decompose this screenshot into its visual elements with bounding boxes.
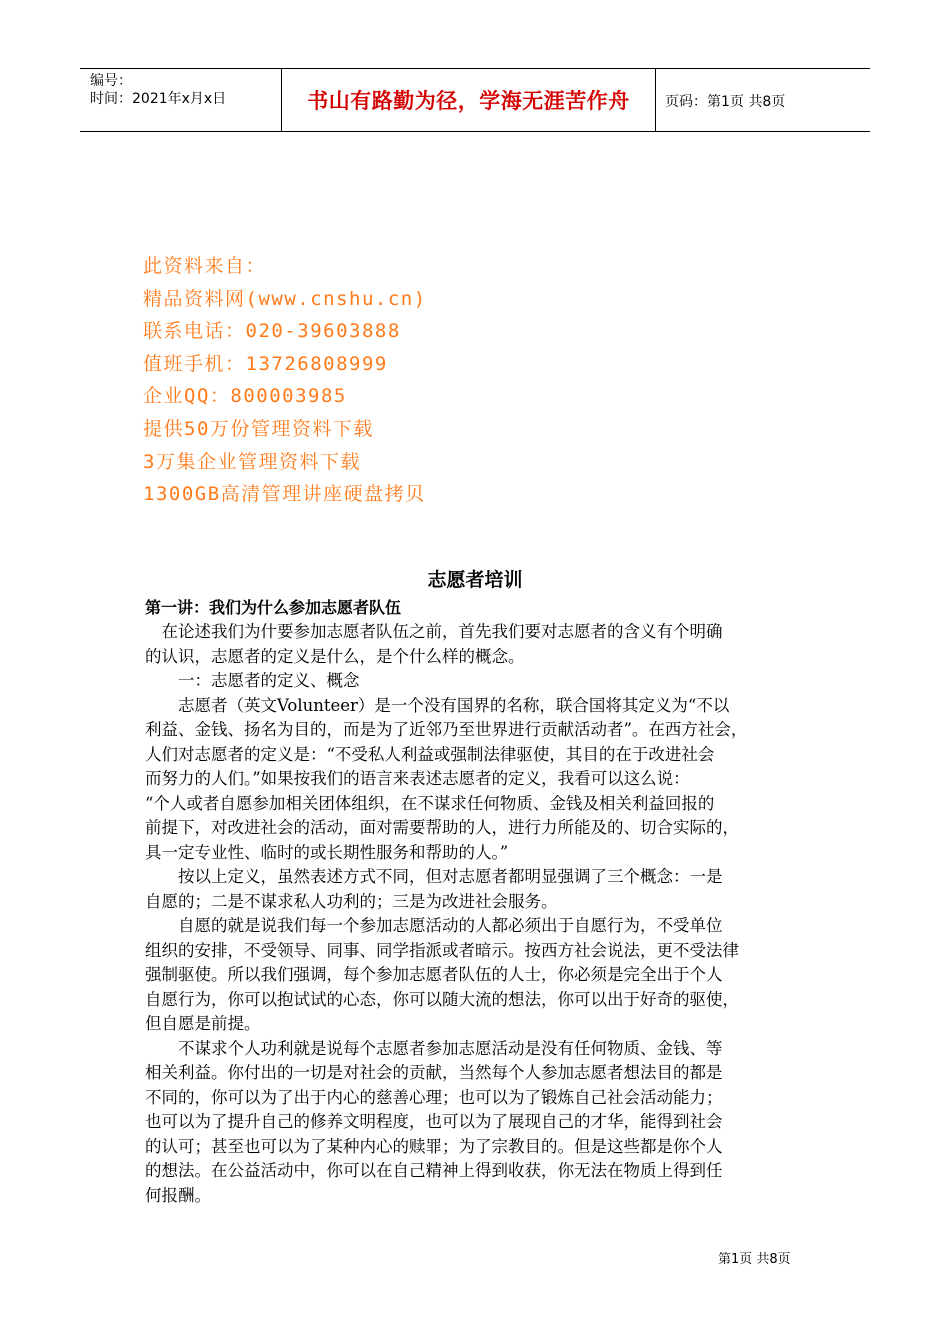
body-line: 的认识，志愿者的定义是什么，是个什么样的概念。 xyxy=(145,646,525,666)
page-footer: 第1页 共8页 xyxy=(718,1252,791,1267)
body-line: 但自愿是前提。 xyxy=(145,1014,261,1033)
time-label: 时间：2021年x月x日 xyxy=(90,91,227,107)
page-header xyxy=(80,68,870,132)
body-line: 志愿者（英文Volunteer）是一个没有国界的名称，联合国将其定义为“不以 xyxy=(145,695,730,715)
document-title: 志愿者培训 xyxy=(427,569,523,591)
source-line: 此资料来自： xyxy=(143,255,267,277)
body-line: 相关利益。你付出的一切是对社会的贡献，当然每个人参加志愿者想法目的都是 xyxy=(145,1063,723,1082)
source-line: 值班手机：13726808999 xyxy=(143,352,388,375)
header-page-info: 页码：第1页 共8页 xyxy=(665,94,786,110)
body-line: 组织的安排，不受领导、同事、同学指派或者暗示。按西方社会说法，更不受法律 xyxy=(145,940,739,960)
body-line: 不同的，你可以为了出于内心的慈善心理；也可以为了锻炼自己社会活动能力； xyxy=(145,1087,723,1107)
body-line: 也可以为了提升自己的修养文明程度，也可以为了展现自己的才华，能得到社会 xyxy=(145,1112,723,1131)
source-info-block xyxy=(143,250,427,511)
body-line: 人们对志愿者的定义是：“不受私人利益或强制法律驱使，其目的在于改进社会 xyxy=(145,744,715,764)
source-line: 3万集企业管理资料下载 xyxy=(143,450,361,473)
source-line: 企业QQ：800003985 xyxy=(143,385,347,408)
body-line: 自愿的；二是不谋求私人功利的；三是为改进社会服务。 xyxy=(145,891,558,911)
body-line: 自愿的就是说我们每一个参加志愿活动的人都必须出于自愿行为，不受单位 xyxy=(145,916,723,935)
body-line: 利益、金钱、扬名为目的，而是为了近邻乃至世界进行贡献活动者”。在西方社会， xyxy=(145,720,748,739)
body-line: 而努力的人们。”如果按我们的语言来表述志愿者的定义，我看可以这么说： xyxy=(145,769,690,788)
header-meta xyxy=(90,72,280,108)
header-motto: 书山有路勤为径，学海无涯苦作舟 xyxy=(281,69,656,131)
body-line: 前提下，对改进社会的活动，面对需要帮助的人，进行力所能及的、切合实际的， xyxy=(145,818,739,837)
body-line: 的认可；甚至也可以为了某种内心的赎罪；为了宗教目的。但是这些都是你个人 xyxy=(145,1136,723,1156)
body-line: 自愿行为，你可以抱试试的心态，你可以随大流的想法，你可以出于好奇的驱使， xyxy=(145,989,739,1009)
number-label: 编号： xyxy=(90,73,132,89)
document-body xyxy=(145,620,815,1208)
body-line: 强制驱使。所以我们强调，每个参加志愿者队伍的人士，你必须是完全出于个人 xyxy=(145,965,723,984)
source-line: 提供50万份管理资料下载 xyxy=(143,417,374,440)
body-line: 按以上定义，虽然表述方式不同，但对志愿者都明显强调了三个概念：一是 xyxy=(145,867,723,886)
lecture-title: 第一讲：我们为什么参加志愿者队伍 xyxy=(145,598,402,617)
body-line: 的想法。在公益活动中，你可以在自己精神上得到收获，你无法在物质上得到任 xyxy=(145,1161,723,1180)
source-line: 联系电话：020-39603888 xyxy=(143,320,401,343)
body-line: 在论述我们为什要参加志愿者队伍之前，首先我们要对志愿者的含义有个明确 xyxy=(145,622,723,641)
body-line: 一：志愿者的定义、概念 xyxy=(145,671,360,690)
body-line: 不谋求个人功利就是说每个志愿者参加志愿活动是没有任何物质、金钱、等 xyxy=(145,1038,723,1058)
body-line: “个人或者自愿参加相关团体组织，在不谋求任何物质、金钱及相关利益回报的 xyxy=(145,793,715,813)
source-line: 精品资料网(www.cnshu.cn) xyxy=(143,287,427,310)
body-line: 具一定专业性、临时的或长期性服务和帮助的人。” xyxy=(145,842,509,862)
body-line: 何报酬。 xyxy=(145,1185,211,1205)
source-line: 1300GB高清管理讲座硬盘拷贝 xyxy=(143,483,426,506)
